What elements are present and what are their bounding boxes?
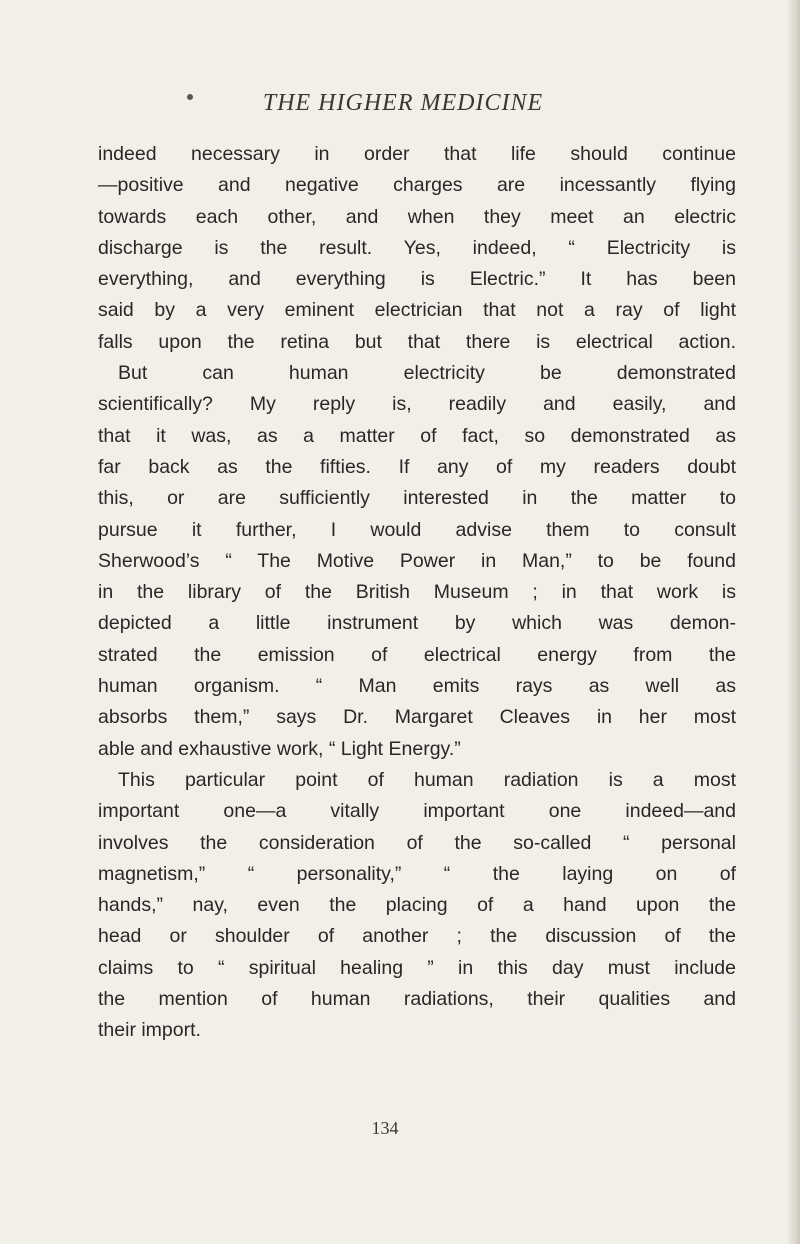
text-line: scientifically? My reply is, readily and easily, and bbox=[98, 393, 736, 416]
text-line: this, or are sufficiently interested in the matter to bbox=[98, 487, 736, 510]
text-line: the mention of human radiations, their qualities and bbox=[98, 988, 736, 1011]
text-line: Sherwood’s “ The Motive Power in Man,” to be found bbox=[98, 549, 736, 572]
text-line: discharge is the result. Yes, indeed, “ Electricity is bbox=[98, 236, 736, 259]
text-line: everything, and everything is Electric.” It has been bbox=[98, 268, 736, 291]
page-number: 134 bbox=[371, 1118, 399, 1138]
text-line: pursue it further, I would advise them to consult bbox=[98, 518, 736, 541]
text-line: This particular point of human radiation is a most bbox=[118, 768, 736, 791]
text-line: their import. bbox=[98, 1019, 201, 1042]
text-line: hands,” nay, even the placing of a hand upon the bbox=[98, 894, 736, 917]
text-line: human organism. “ Man emits rays as well as bbox=[98, 675, 736, 698]
text-line: important one—a vitally important one indeed—and bbox=[98, 800, 736, 823]
text-line: claims to “ spiritual healing ” in this day must include bbox=[98, 956, 736, 979]
text-line: strated the emission of electrical energy from the bbox=[98, 643, 736, 666]
text-line: But can human electricity be demonstrated bbox=[118, 362, 736, 385]
text-line: far back as the fifties. If any of my readers doubt bbox=[98, 455, 736, 478]
text-line: indeed necessary in order that life should continue bbox=[98, 143, 736, 165]
running-head: THE HIGHER MEDICINE bbox=[262, 90, 544, 116]
text-line: head or shoulder of another ; the discussion of the bbox=[98, 925, 736, 948]
page-edge bbox=[788, 0, 800, 1244]
text-line: absorbs them,” says Dr. Margaret Cleaves in her most bbox=[98, 706, 736, 729]
body-text bbox=[98, 139, 736, 1047]
text-line: said by a very eminent electrician that not a ray of light bbox=[98, 299, 736, 322]
text-line: in the library of the British Museum ; in that work is bbox=[98, 581, 736, 604]
text-line: falls upon the retina but that there is electrical action. bbox=[98, 330, 736, 353]
text-line: —positive and negative charges are incessantly flying bbox=[98, 174, 736, 197]
text-line: magnetism,” “ personality,” “ the laying on of bbox=[98, 862, 736, 885]
text-line: depicted a little instrument by which was demon- bbox=[98, 612, 736, 635]
text-line: involves the consideration of the so-called “ personal bbox=[98, 831, 736, 854]
text-line: able and exhaustive work, “ Light Energy.” bbox=[98, 737, 461, 760]
text-line: that it was, as a matter of fact, so demonstrated as bbox=[98, 424, 736, 447]
text-line: towards each other, and when they meet an electric bbox=[98, 205, 736, 228]
